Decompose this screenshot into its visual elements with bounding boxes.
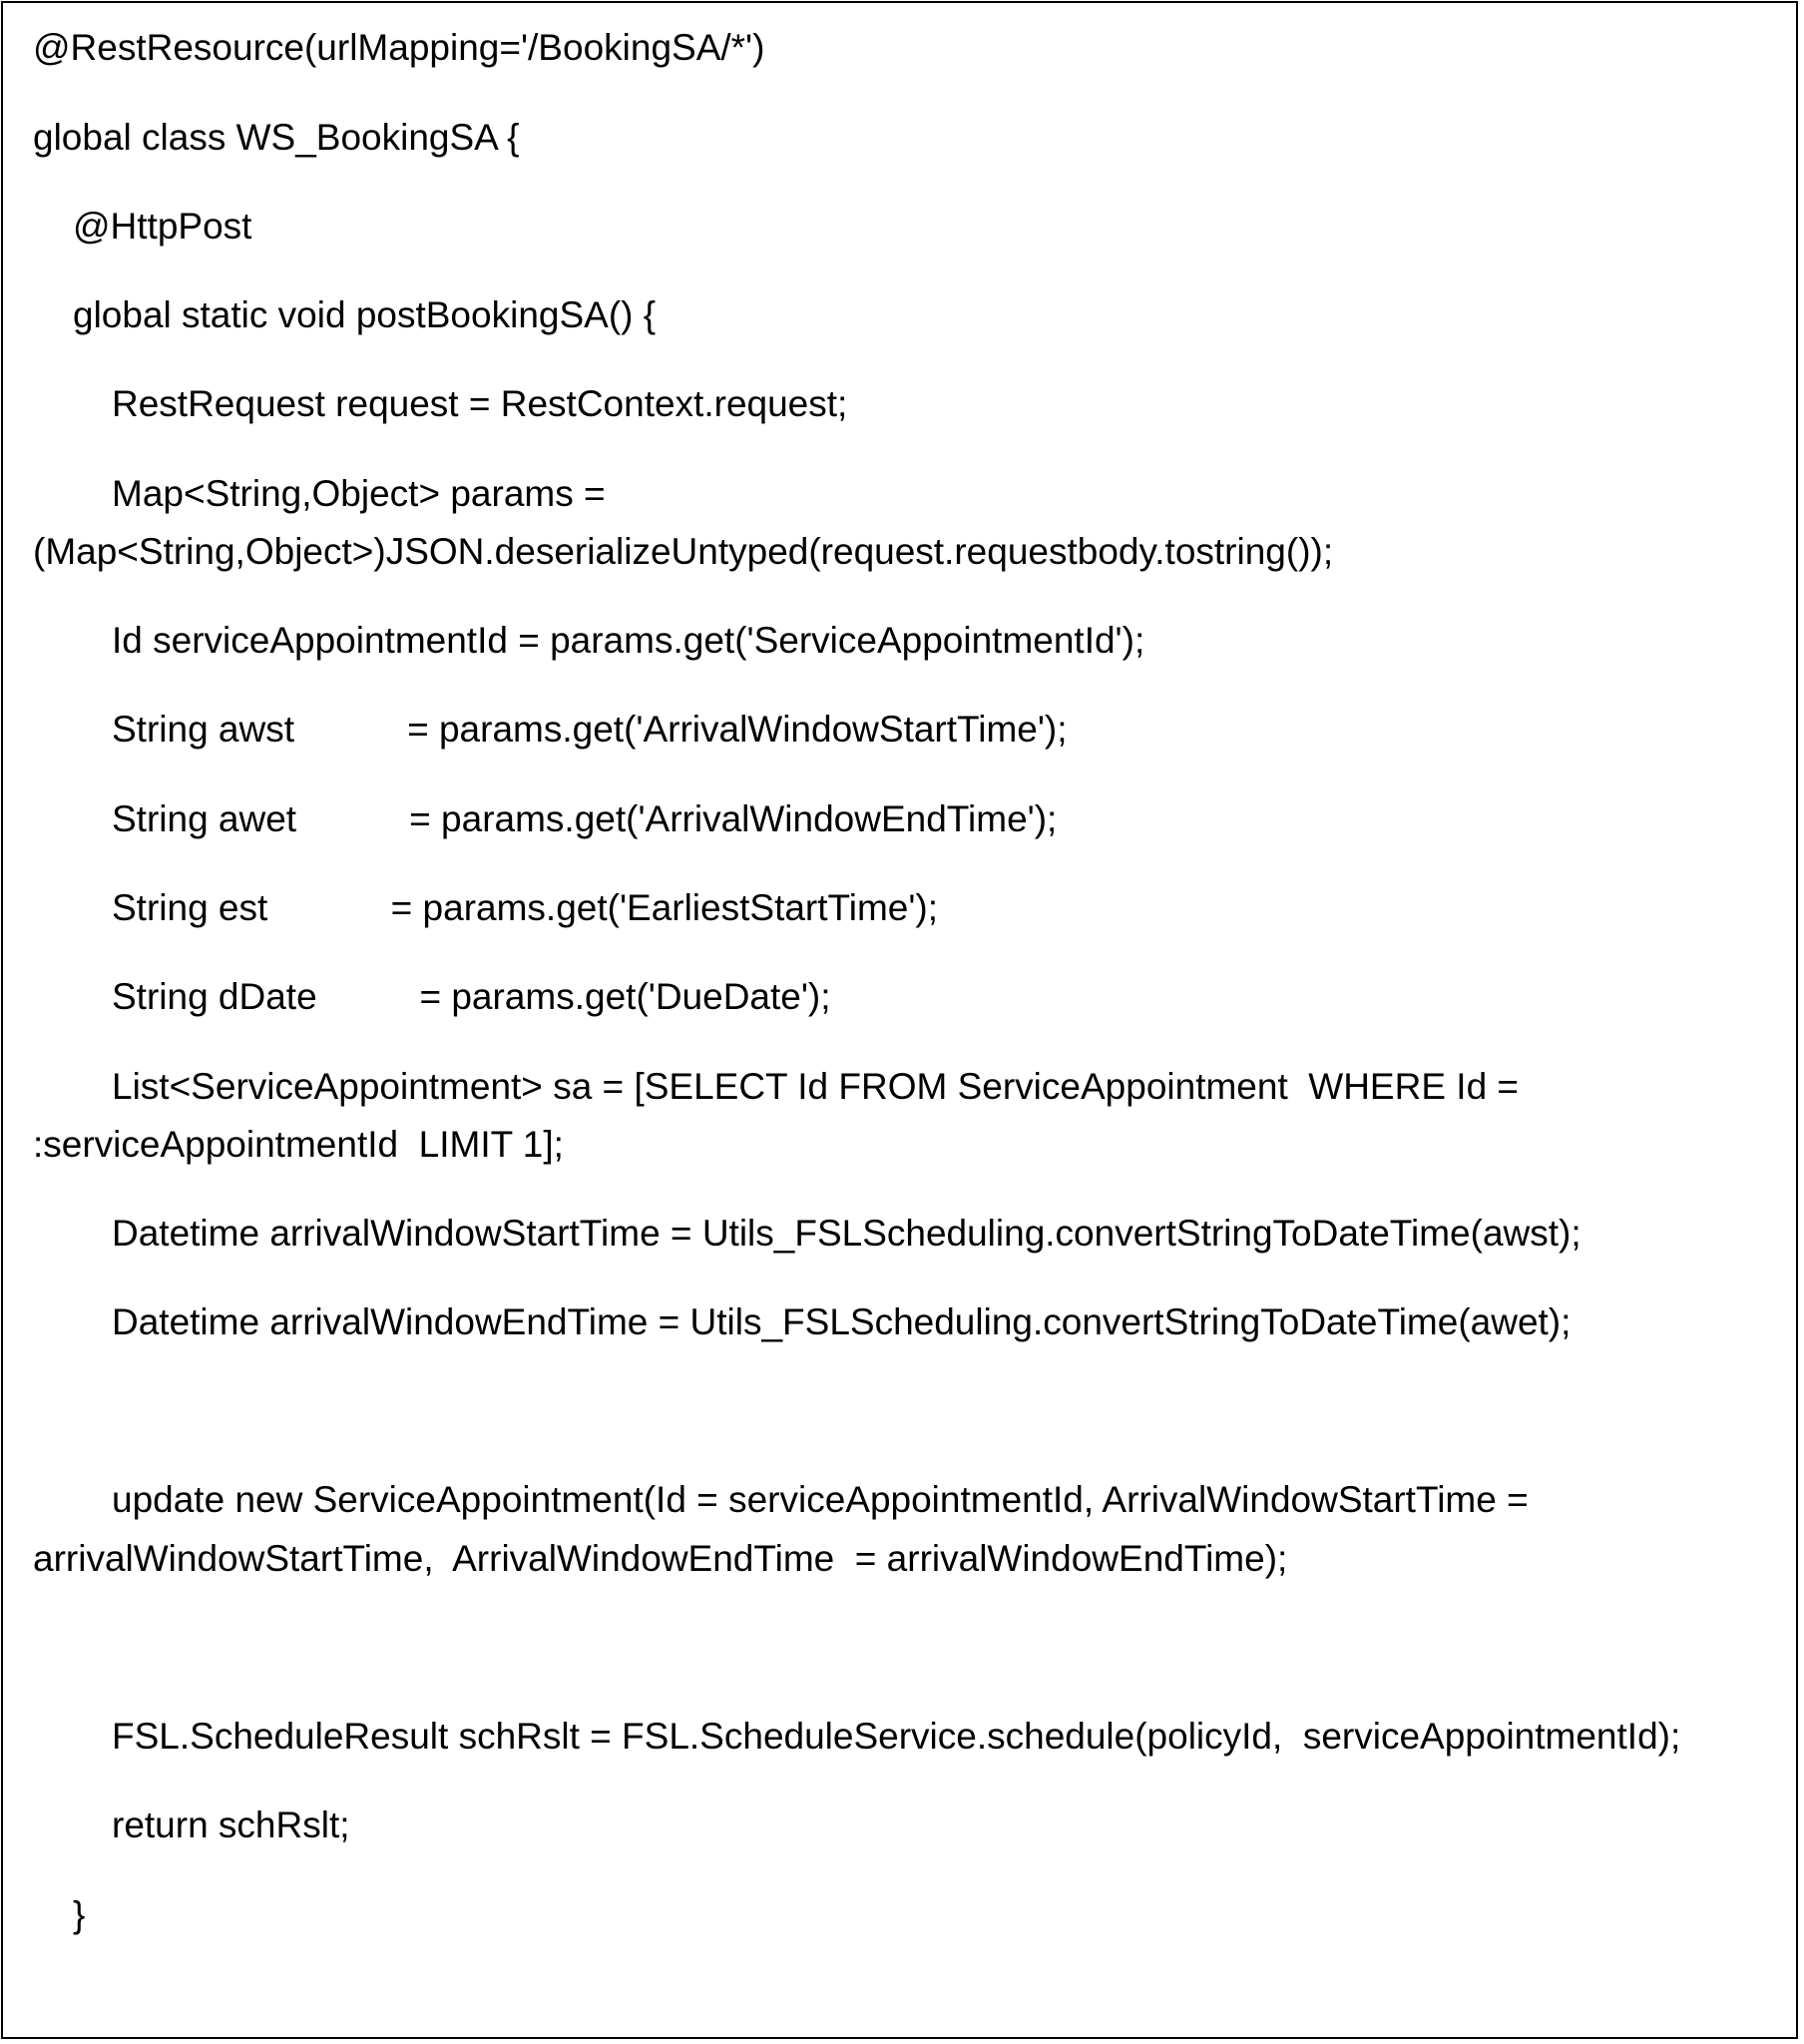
code-line-soql-query: List<ServiceAppointment> sa = [SELECT Id FROM ServiceAppointment WHERE Id = bbox=[112, 1066, 1520, 1107]
code-line-service-appointment-id: Id serviceAppointmentId = params.get('ServiceAppointmentId'); bbox=[112, 620, 1145, 661]
code-line-method-declaration: global static void postBookingSA() { bbox=[73, 294, 657, 335]
code-line-schedule-result: FSL.ScheduleResult schRslt = FSL.ScheduleService.schedule(policyId, serviceAppointmentId); bbox=[112, 1716, 1681, 1757]
code-line-awet: String awet = params.get('ArrivalWindowEndTime'); bbox=[112, 798, 1058, 839]
code-line-update-statement-cont: arrivalWindowStartTime, ArrivalWindowEndTime = arrivalWindowEndTime); bbox=[33, 1538, 1288, 1579]
code-line-annotation-rest: @RestResource(urlMapping='/BookingSA/*') bbox=[33, 27, 765, 68]
code-line-soql-query-cont: :serviceAppointmentId LIMIT 1]; bbox=[33, 1124, 564, 1165]
code-line-closing-brace: } bbox=[73, 1894, 86, 1935]
code-line-rest-request: RestRequest request = RestContext.request; bbox=[112, 383, 848, 424]
code-line-return: return schRslt; bbox=[112, 1804, 350, 1845]
code-listing-frame bbox=[1, 1, 1798, 2039]
code-line-class-declaration: global class WS_BookingSA { bbox=[33, 117, 520, 158]
code-line-params-declaration: Map<String,Object> params = bbox=[112, 473, 606, 514]
code-line-due-date: String dDate = params.get('DueDate'); bbox=[112, 976, 831, 1017]
code-line-params-deserialize: (Map<String,Object>)JSON.deserializeUntyped(request.requestbody.tostring()); bbox=[33, 531, 1334, 572]
code-line-update-statement: update new ServiceAppointment(Id = serviceAppointmentId, ArrivalWindowStartTime = bbox=[112, 1479, 1529, 1520]
code-line-arrival-end-convert: Datetime arrivalWindowEndTime = Utils_FSLScheduling.convertStringToDateTime(awet); bbox=[112, 1301, 1572, 1342]
code-line-arrival-start-convert: Datetime arrivalWindowStartTime = Utils_FSLScheduling.convertStringToDateTime(awst); bbox=[112, 1213, 1581, 1254]
code-line-est: String est = params.get('EarliestStartTime'); bbox=[112, 887, 939, 928]
code-line-awst: String awst = params.get('ArrivalWindowStartTime'); bbox=[112, 709, 1068, 750]
code-line-annotation-httppost: @HttpPost bbox=[73, 206, 252, 247]
